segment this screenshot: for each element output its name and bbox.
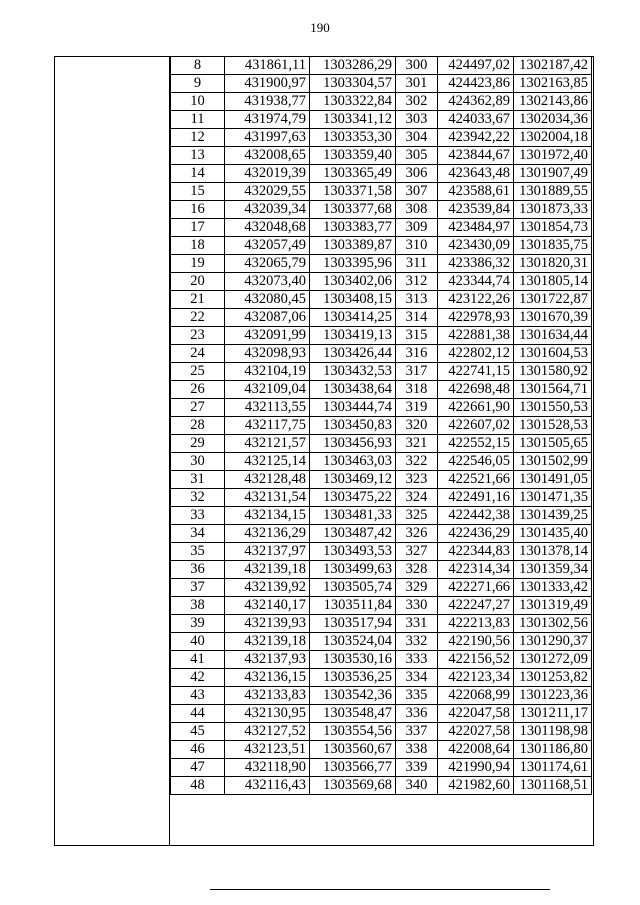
y-coordinate-cell: 1303322,84	[310, 93, 396, 111]
x-coordinate-cell: 422344,83	[438, 543, 514, 561]
table-row	[171, 471, 592, 489]
y-coordinate-cell: 1301435,40	[514, 525, 592, 543]
point-number-cell: 14	[171, 165, 225, 183]
x-coordinate-cell: 422247,27	[438, 597, 514, 615]
x-coordinate-cell: 422978,93	[438, 309, 514, 327]
y-coordinate-cell: 1303566,77	[310, 759, 396, 777]
x-coordinate-cell: 432130,95	[225, 705, 310, 723]
x-coordinate-cell: 432139,93	[225, 615, 310, 633]
point-number-cell: 35	[171, 543, 225, 561]
x-coordinate-cell: 422661,90	[438, 399, 514, 417]
point-number-cell: 32	[171, 489, 225, 507]
point-number-cell: 330	[396, 597, 438, 615]
point-number-cell: 28	[171, 417, 225, 435]
y-coordinate-cell: 1303469,12	[310, 471, 396, 489]
x-coordinate-cell: 424423,86	[438, 75, 514, 93]
point-number-cell: 316	[396, 345, 438, 363]
y-coordinate-cell: 1301550,53	[514, 399, 592, 417]
y-coordinate-cell: 1303456,93	[310, 435, 396, 453]
y-coordinate-cell: 1301502,99	[514, 453, 592, 471]
x-coordinate-cell: 432139,18	[225, 633, 310, 651]
x-coordinate-cell: 432019,39	[225, 165, 310, 183]
y-coordinate-cell: 1303511,84	[310, 597, 396, 615]
point-number-cell: 46	[171, 741, 225, 759]
x-coordinate-cell: 432140,17	[225, 597, 310, 615]
x-coordinate-cell: 422491,16	[438, 489, 514, 507]
point-number-cell: 48	[171, 777, 225, 795]
x-coordinate-cell: 431997,63	[225, 129, 310, 147]
point-number-cell: 41	[171, 651, 225, 669]
x-coordinate-cell: 422213,83	[438, 615, 514, 633]
point-number-cell: 329	[396, 579, 438, 597]
x-coordinate-cell: 422008,64	[438, 741, 514, 759]
point-number-cell: 18	[171, 237, 225, 255]
table-row	[171, 345, 592, 363]
point-number-cell: 12	[171, 129, 225, 147]
y-coordinate-cell: 1301854,73	[514, 219, 592, 237]
table-row	[171, 291, 592, 309]
y-coordinate-cell: 1301359,34	[514, 561, 592, 579]
y-coordinate-cell: 1302034,36	[514, 111, 592, 129]
point-number-cell: 336	[396, 705, 438, 723]
y-coordinate-cell: 1301333,42	[514, 579, 592, 597]
y-coordinate-cell: 1302163,85	[514, 75, 592, 93]
y-coordinate-cell: 1301290,37	[514, 633, 592, 651]
point-number-cell: 308	[396, 201, 438, 219]
point-number-cell: 312	[396, 273, 438, 291]
table-row	[171, 309, 592, 327]
y-coordinate-cell: 1303524,04	[310, 633, 396, 651]
x-coordinate-cell: 422156,52	[438, 651, 514, 669]
table-row	[171, 489, 592, 507]
table-row	[171, 561, 592, 579]
x-coordinate-cell: 422698,48	[438, 381, 514, 399]
point-number-cell: 45	[171, 723, 225, 741]
x-coordinate-cell: 432080,45	[225, 291, 310, 309]
table-row	[171, 705, 592, 723]
x-coordinate-cell: 424497,02	[438, 57, 514, 75]
y-coordinate-cell: 1303487,42	[310, 525, 396, 543]
x-coordinate-cell: 423643,48	[438, 165, 514, 183]
table-row	[171, 435, 592, 453]
x-coordinate-cell: 432121,57	[225, 435, 310, 453]
y-coordinate-cell: 1303286,29	[310, 57, 396, 75]
coordinates-table	[170, 56, 592, 795]
x-coordinate-cell: 423844,67	[438, 147, 514, 165]
x-coordinate-cell: 422802,12	[438, 345, 514, 363]
x-coordinate-cell: 422546,05	[438, 453, 514, 471]
table-row	[171, 579, 592, 597]
x-coordinate-cell: 422552,15	[438, 435, 514, 453]
x-coordinate-cell: 424033,67	[438, 111, 514, 129]
point-number-cell: 301	[396, 75, 438, 93]
y-coordinate-cell: 1303536,25	[310, 669, 396, 687]
x-coordinate-cell: 422123,34	[438, 669, 514, 687]
table-row	[171, 687, 592, 705]
table-row	[171, 255, 592, 273]
point-number-cell: 43	[171, 687, 225, 705]
y-coordinate-cell: 1303304,57	[310, 75, 396, 93]
x-coordinate-cell: 422442,38	[438, 507, 514, 525]
table-row	[171, 57, 592, 75]
y-coordinate-cell: 1301186,80	[514, 741, 592, 759]
x-coordinate-cell: 432137,97	[225, 543, 310, 561]
x-coordinate-cell: 422436,29	[438, 525, 514, 543]
x-coordinate-cell: 432048,68	[225, 219, 310, 237]
y-coordinate-cell: 1303408,15	[310, 291, 396, 309]
y-coordinate-cell: 1301564,71	[514, 381, 592, 399]
table-row	[171, 525, 592, 543]
point-number-cell: 17	[171, 219, 225, 237]
x-coordinate-cell: 432098,93	[225, 345, 310, 363]
point-number-cell: 320	[396, 417, 438, 435]
point-number-cell: 47	[171, 759, 225, 777]
point-number-cell: 321	[396, 435, 438, 453]
point-number-cell: 313	[396, 291, 438, 309]
y-coordinate-cell: 1301670,39	[514, 309, 592, 327]
point-number-cell: 22	[171, 309, 225, 327]
point-number-cell: 31	[171, 471, 225, 489]
point-number-cell: 21	[171, 291, 225, 309]
point-number-cell: 37	[171, 579, 225, 597]
table-row	[171, 543, 592, 561]
y-coordinate-cell: 1301722,87	[514, 291, 592, 309]
point-number-cell: 326	[396, 525, 438, 543]
y-coordinate-cell: 1301253,82	[514, 669, 592, 687]
y-coordinate-cell: 1301604,53	[514, 345, 592, 363]
y-coordinate-cell: 1303499,63	[310, 561, 396, 579]
table-row	[171, 327, 592, 345]
point-number-cell: 302	[396, 93, 438, 111]
point-number-cell: 42	[171, 669, 225, 687]
y-coordinate-cell: 1301211,17	[514, 705, 592, 723]
point-number-cell: 34	[171, 525, 225, 543]
point-number-cell: 9	[171, 75, 225, 93]
page-number: 190	[310, 20, 330, 35]
x-coordinate-cell: 432131,54	[225, 489, 310, 507]
table-row	[171, 219, 592, 237]
table-row	[171, 183, 592, 201]
x-coordinate-cell: 432128,48	[225, 471, 310, 489]
x-coordinate-cell: 422881,38	[438, 327, 514, 345]
table-row	[171, 399, 592, 417]
point-number-cell: 318	[396, 381, 438, 399]
point-number-cell: 30	[171, 453, 225, 471]
point-number-cell: 333	[396, 651, 438, 669]
x-coordinate-cell: 422271,66	[438, 579, 514, 597]
y-coordinate-cell: 1303560,67	[310, 741, 396, 759]
point-number-cell: 27	[171, 399, 225, 417]
point-number-cell: 317	[396, 363, 438, 381]
point-number-cell: 38	[171, 597, 225, 615]
point-number-cell: 307	[396, 183, 438, 201]
point-number-cell: 337	[396, 723, 438, 741]
y-coordinate-cell: 1301835,75	[514, 237, 592, 255]
x-coordinate-cell: 422741,15	[438, 363, 514, 381]
x-coordinate-cell: 423484,97	[438, 219, 514, 237]
y-coordinate-cell: 1301471,35	[514, 489, 592, 507]
x-coordinate-cell: 422027,58	[438, 723, 514, 741]
table-row	[171, 417, 592, 435]
point-number-cell: 331	[396, 615, 438, 633]
y-coordinate-cell: 1301378,14	[514, 543, 592, 561]
x-coordinate-cell: 432116,43	[225, 777, 310, 795]
table-row	[171, 201, 592, 219]
y-coordinate-cell: 1303569,68	[310, 777, 396, 795]
y-coordinate-cell: 1302143,86	[514, 93, 592, 111]
table-row	[171, 273, 592, 291]
point-number-cell: 325	[396, 507, 438, 525]
x-coordinate-cell: 431861,11	[225, 57, 310, 75]
y-coordinate-cell: 1303505,74	[310, 579, 396, 597]
y-coordinate-cell: 1303419,13	[310, 327, 396, 345]
point-number-cell: 339	[396, 759, 438, 777]
x-coordinate-cell: 432134,15	[225, 507, 310, 525]
point-number-cell: 36	[171, 561, 225, 579]
y-coordinate-cell: 1301319,49	[514, 597, 592, 615]
y-coordinate-cell: 1301272,09	[514, 651, 592, 669]
y-coordinate-cell: 1303548,47	[310, 705, 396, 723]
x-coordinate-cell: 432065,79	[225, 255, 310, 273]
y-coordinate-cell: 1303517,94	[310, 615, 396, 633]
point-number-cell: 10	[171, 93, 225, 111]
y-coordinate-cell: 1301580,92	[514, 363, 592, 381]
point-number-cell: 39	[171, 615, 225, 633]
table-row	[171, 147, 592, 165]
x-coordinate-cell: 432139,18	[225, 561, 310, 579]
point-number-cell: 327	[396, 543, 438, 561]
x-coordinate-cell: 432123,51	[225, 741, 310, 759]
x-coordinate-cell: 432057,49	[225, 237, 310, 255]
empty-left-column	[54, 56, 170, 846]
point-number-cell: 304	[396, 129, 438, 147]
table-row	[171, 615, 592, 633]
x-coordinate-cell: 422068,99	[438, 687, 514, 705]
x-coordinate-cell: 432127,52	[225, 723, 310, 741]
point-number-cell: 20	[171, 273, 225, 291]
y-coordinate-cell: 1303432,53	[310, 363, 396, 381]
point-number-cell: 315	[396, 327, 438, 345]
x-coordinate-cell: 423942,22	[438, 129, 514, 147]
table-row	[171, 777, 592, 795]
point-number-cell: 309	[396, 219, 438, 237]
x-coordinate-cell: 424362,89	[438, 93, 514, 111]
table-row	[171, 453, 592, 471]
x-coordinate-cell: 432029,55	[225, 183, 310, 201]
y-coordinate-cell: 1303371,58	[310, 183, 396, 201]
y-coordinate-cell: 1303542,36	[310, 687, 396, 705]
y-coordinate-cell: 1301302,56	[514, 615, 592, 633]
point-number-cell: 33	[171, 507, 225, 525]
y-coordinate-cell: 1301168,51	[514, 777, 592, 795]
y-coordinate-cell: 1302004,18	[514, 129, 592, 147]
y-coordinate-cell: 1301889,55	[514, 183, 592, 201]
table-row	[171, 75, 592, 93]
bottom-rule	[210, 889, 550, 890]
y-coordinate-cell: 1301174,61	[514, 759, 592, 777]
table-row	[171, 597, 592, 615]
y-coordinate-cell: 1303365,49	[310, 165, 396, 183]
x-coordinate-cell: 432109,04	[225, 381, 310, 399]
x-coordinate-cell: 432008,65	[225, 147, 310, 165]
table-row	[171, 669, 592, 687]
y-coordinate-cell: 1301873,33	[514, 201, 592, 219]
y-coordinate-cell: 1303530,16	[310, 651, 396, 669]
x-coordinate-cell: 422521,66	[438, 471, 514, 489]
point-number-cell: 11	[171, 111, 225, 129]
y-coordinate-cell: 1303554,56	[310, 723, 396, 741]
x-coordinate-cell: 421982,60	[438, 777, 514, 795]
x-coordinate-cell: 432073,40	[225, 273, 310, 291]
point-number-cell: 322	[396, 453, 438, 471]
x-coordinate-cell: 432087,06	[225, 309, 310, 327]
point-number-cell: 314	[396, 309, 438, 327]
table-row	[171, 363, 592, 381]
table-row	[171, 237, 592, 255]
x-coordinate-cell: 432039,34	[225, 201, 310, 219]
y-coordinate-cell: 1301198,98	[514, 723, 592, 741]
y-coordinate-cell: 1303475,22	[310, 489, 396, 507]
x-coordinate-cell: 432137,93	[225, 651, 310, 669]
table-row	[171, 741, 592, 759]
point-number-cell: 19	[171, 255, 225, 273]
y-coordinate-cell: 1303438,64	[310, 381, 396, 399]
x-coordinate-cell: 422314,34	[438, 561, 514, 579]
x-coordinate-cell: 421990,94	[438, 759, 514, 777]
y-coordinate-cell: 1303493,53	[310, 543, 396, 561]
table-row	[171, 381, 592, 399]
x-coordinate-cell: 431938,77	[225, 93, 310, 111]
x-coordinate-cell: 423386,32	[438, 255, 514, 273]
table-row	[171, 633, 592, 651]
y-coordinate-cell: 1301528,53	[514, 417, 592, 435]
x-coordinate-cell: 432133,83	[225, 687, 310, 705]
point-number-cell: 29	[171, 435, 225, 453]
point-number-cell: 319	[396, 399, 438, 417]
x-coordinate-cell: 431900,97	[225, 75, 310, 93]
point-number-cell: 13	[171, 147, 225, 165]
x-coordinate-cell: 432136,29	[225, 525, 310, 543]
point-number-cell: 303	[396, 111, 438, 129]
y-coordinate-cell: 1301634,44	[514, 327, 592, 345]
point-number-cell: 23	[171, 327, 225, 345]
point-number-cell: 26	[171, 381, 225, 399]
point-number-cell: 335	[396, 687, 438, 705]
point-number-cell: 334	[396, 669, 438, 687]
y-coordinate-cell: 1303481,33	[310, 507, 396, 525]
y-coordinate-cell: 1303389,87	[310, 237, 396, 255]
table-row	[171, 651, 592, 669]
x-coordinate-cell: 422607,02	[438, 417, 514, 435]
table-row	[171, 507, 592, 525]
y-coordinate-cell: 1303359,40	[310, 147, 396, 165]
table-row	[171, 93, 592, 111]
table-row	[171, 723, 592, 741]
y-coordinate-cell: 1301491,05	[514, 471, 592, 489]
point-number-cell: 310	[396, 237, 438, 255]
x-coordinate-cell: 423122,26	[438, 291, 514, 309]
x-coordinate-cell: 432113,55	[225, 399, 310, 417]
x-coordinate-cell: 432117,75	[225, 417, 310, 435]
point-number-cell: 25	[171, 363, 225, 381]
x-coordinate-cell: 432139,92	[225, 579, 310, 597]
point-number-cell: 311	[396, 255, 438, 273]
y-coordinate-cell: 1303377,68	[310, 201, 396, 219]
y-coordinate-cell: 1302187,42	[514, 57, 592, 75]
x-coordinate-cell: 423430,09	[438, 237, 514, 255]
y-coordinate-cell: 1303341,12	[310, 111, 396, 129]
point-number-cell: 324	[396, 489, 438, 507]
x-coordinate-cell: 432136,15	[225, 669, 310, 687]
y-coordinate-cell: 1303353,30	[310, 129, 396, 147]
x-coordinate-cell: 423344,74	[438, 273, 514, 291]
y-coordinate-cell: 1303402,06	[310, 273, 396, 291]
y-coordinate-cell: 1301505,65	[514, 435, 592, 453]
point-number-cell: 300	[396, 57, 438, 75]
point-number-cell: 323	[396, 471, 438, 489]
y-coordinate-cell: 1303395,96	[310, 255, 396, 273]
x-coordinate-cell: 432091,99	[225, 327, 310, 345]
table-row	[171, 165, 592, 183]
table-row	[171, 759, 592, 777]
point-number-cell: 15	[171, 183, 225, 201]
y-coordinate-cell: 1303450,83	[310, 417, 396, 435]
point-number-cell: 305	[396, 147, 438, 165]
point-number-cell: 44	[171, 705, 225, 723]
x-coordinate-cell: 423588,61	[438, 183, 514, 201]
x-coordinate-cell: 422190,56	[438, 633, 514, 651]
y-coordinate-cell: 1301439,25	[514, 507, 592, 525]
table-row	[171, 129, 592, 147]
point-number-cell: 306	[396, 165, 438, 183]
point-number-cell: 340	[396, 777, 438, 795]
x-coordinate-cell: 423539,84	[438, 201, 514, 219]
point-number-cell: 16	[171, 201, 225, 219]
point-number-cell: 328	[396, 561, 438, 579]
x-coordinate-cell: 432125,14	[225, 453, 310, 471]
table-row	[171, 111, 592, 129]
y-coordinate-cell: 1301972,40	[514, 147, 592, 165]
x-coordinate-cell: 422047,58	[438, 705, 514, 723]
y-coordinate-cell: 1303463,03	[310, 453, 396, 471]
x-coordinate-cell: 432118,90	[225, 759, 310, 777]
point-number-cell: 8	[171, 57, 225, 75]
point-number-cell: 24	[171, 345, 225, 363]
y-coordinate-cell: 1301820,31	[514, 255, 592, 273]
y-coordinate-cell: 1303383,77	[310, 219, 396, 237]
y-coordinate-cell: 1303444,74	[310, 399, 396, 417]
y-coordinate-cell: 1303414,25	[310, 309, 396, 327]
point-number-cell: 338	[396, 741, 438, 759]
x-coordinate-cell: 431974,79	[225, 111, 310, 129]
y-coordinate-cell: 1301907,49	[514, 165, 592, 183]
point-number-cell: 332	[396, 633, 438, 651]
y-coordinate-cell: 1301805,14	[514, 273, 592, 291]
y-coordinate-cell: 1301223,36	[514, 687, 592, 705]
y-coordinate-cell: 1303426,44	[310, 345, 396, 363]
point-number-cell: 40	[171, 633, 225, 651]
x-coordinate-cell: 432104,19	[225, 363, 310, 381]
